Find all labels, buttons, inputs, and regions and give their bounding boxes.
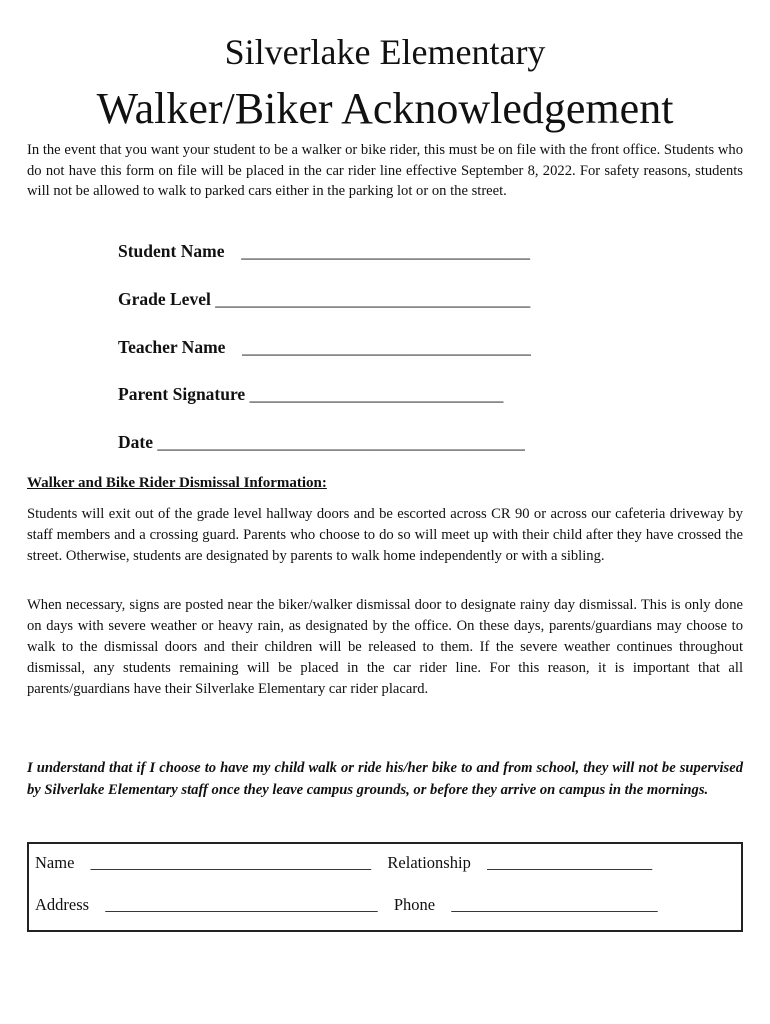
intro-paragraph: In the event that you want your student to be a walker or bike rider, this must be on file with the front office. Students who do not have this form on file will be placed in the car rider line effective September 8, 2022. For safety reasons, students will not be allowed to walk to parked cars either in the parking lot or on the street. <box>27 142 743 199</box>
name-label: Name <box>35 853 75 872</box>
date-label: Date <box>118 432 153 452</box>
dismissal-paragraph-1: Students will exit out of the grade level hallway doors and be escorted across CR 90 or across our cafeteria driveway by staff members and a crossing guard. Parents who choose to do so will meet up with their child after they have crossed the street. Otherwise, students are designated by parents to walk home independently or with a sibling. <box>27 506 743 564</box>
dismissal-paragraph-2: When necessary, signs are posted near the biker/walker dismissal door to designate rainy day dismissal. This is only done on days with severe weather or heavy rain, as designated by the office. On these days, parents/guardians may choose to walk to the dismissal doors and their children will be released to them. If the severe weather continues throughout dismissal, any students remaining will be placed in the car rider line. For this reason, it is important that all parents/guardians have their Silverlake Elementary car rider placard. <box>27 597 743 697</box>
student-name-label: Student Name <box>118 241 225 261</box>
parent-signature-field[interactable] <box>118 382 503 406</box>
dismissal-heading: Walker and Bike Rider Dismissal Information: <box>27 475 327 491</box>
teacher-name-line[interactable]: _________________________________ <box>242 337 531 357</box>
parent-signature-label: Parent Signature <box>118 384 246 404</box>
address-label: Address <box>35 895 90 914</box>
phone-line[interactable]: _________________________ <box>451 895 658 914</box>
relationship-line[interactable]: ____________________ <box>487 853 653 872</box>
name-line[interactable]: __________________________________ <box>90 853 372 872</box>
date-line[interactable]: __________________________________________ <box>157 432 525 452</box>
acknowledgement-statement: I understand that if I choose to have my child walk or ride his/her bike to and from school, they will not be supervised by Silverlake Elementary staff once they leave campus grounds, or before they arrive on campus in the mornings. <box>27 760 743 798</box>
date-field[interactable] <box>118 430 525 454</box>
address-phone-row <box>35 894 658 916</box>
address-line[interactable]: _________________________________ <box>105 895 378 914</box>
contact-box <box>27 842 743 932</box>
student-name-field[interactable] <box>118 239 530 263</box>
form-title: Walker/Biker Acknowledgement <box>96 84 674 133</box>
grade-level-field[interactable] <box>118 287 530 311</box>
name-relationship-row <box>35 852 652 874</box>
teacher-name-label: Teacher Name <box>118 337 226 357</box>
parent-signature-line[interactable]: _____________________________ <box>249 384 504 404</box>
grade-level-label: Grade Level <box>118 289 211 309</box>
phone-label: Phone <box>393 895 436 914</box>
relationship-label: Relationship <box>387 853 471 872</box>
student-name-line[interactable]: _________________________________ <box>241 241 530 261</box>
grade-level-line[interactable]: ____________________________________ <box>215 289 531 309</box>
teacher-name-field[interactable] <box>118 335 531 359</box>
school-name: Silverlake Elementary <box>224 32 546 72</box>
